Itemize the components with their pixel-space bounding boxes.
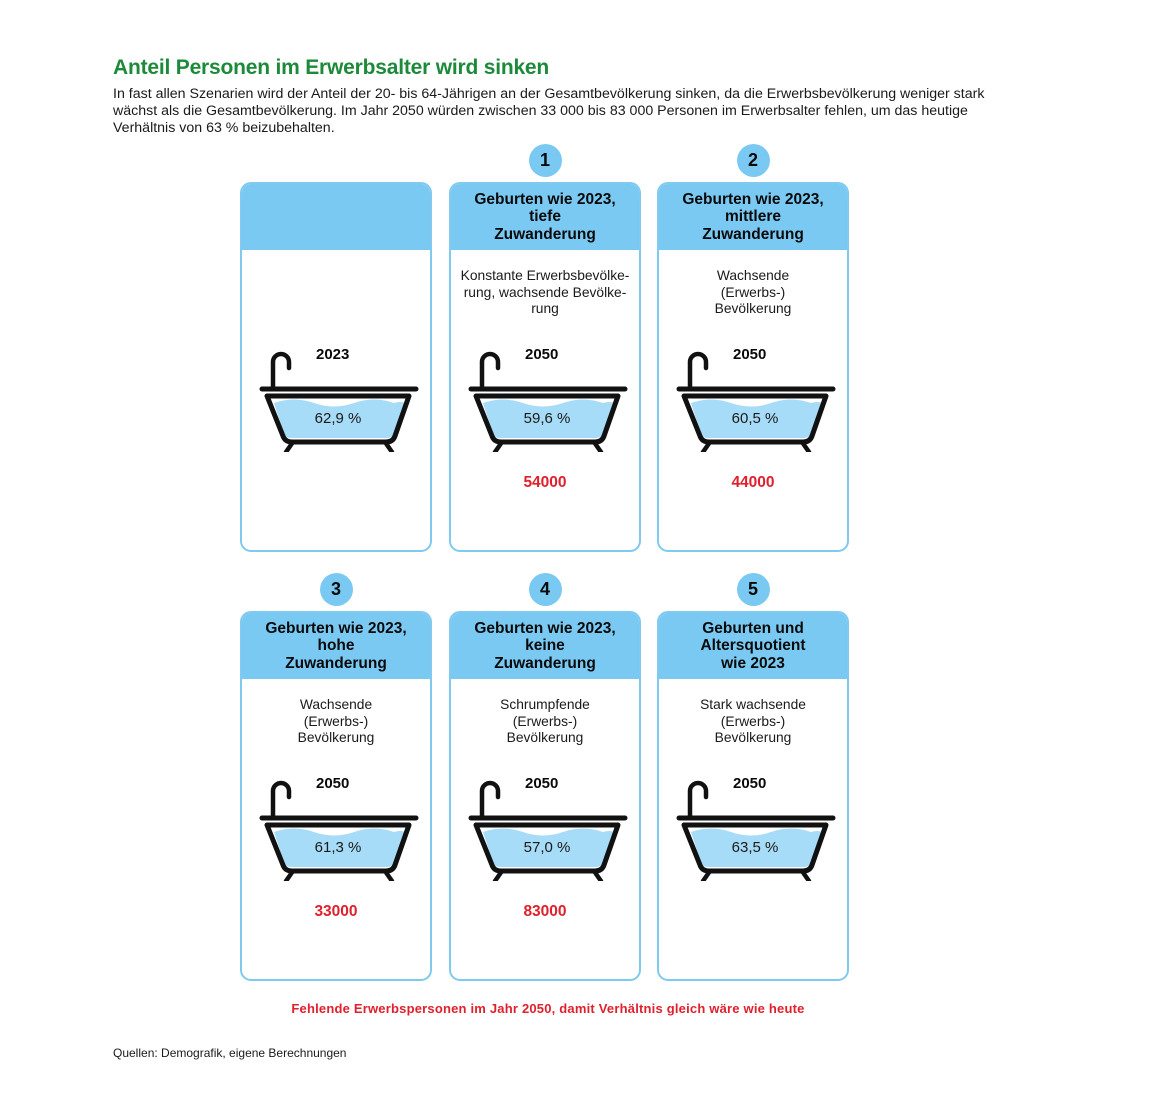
scenario-year: 2050 bbox=[733, 775, 767, 792]
page-title: Anteil Personen im Erwerbsalter wird sinken bbox=[113, 56, 550, 79]
scenario-header: Geburten und Altersquotient wie 2023 bbox=[659, 613, 847, 679]
scenario-card bbox=[449, 182, 641, 552]
bathtub-icon bbox=[468, 777, 628, 881]
scenario-card bbox=[240, 611, 432, 981]
scenario-year: 2050 bbox=[525, 775, 559, 792]
scenario-number-badge: 2 bbox=[737, 144, 770, 177]
scenario-description: Wachsende (Erwerbs-) Bevölkerung bbox=[714, 268, 792, 316]
scenario-description: Stark wachsende (Erwerbs-) Bevölkerung bbox=[700, 697, 806, 745]
intro-text: In fast allen Szenarien wird der Anteil der 20- bis 64-Jährigen an der Gesamtbevölkerung sinken, da die Erwerbsbevölkerung weniger stark wächst als die Gesamtbevölkerung. Im Jahr 2050 würden zwischen 33 000 bis 83 000 Personen im Erwerbsalter fehlen, um das heutige Verhältnis von 63 % beizubehalten. bbox=[113, 86, 985, 136]
scenario-year: 2050 bbox=[733, 346, 767, 363]
scenario-card bbox=[449, 611, 641, 981]
missing-workers-count: 33000 bbox=[314, 903, 358, 920]
scenario-number-badge: 5 bbox=[737, 573, 770, 606]
scenario-header: Geburten wie 2023, mittlere Zuwanderung bbox=[659, 184, 847, 250]
working-age-share: 61,3 % bbox=[314, 839, 362, 856]
bathtub-icon bbox=[676, 348, 836, 452]
scenario-number-badge: 4 bbox=[529, 573, 562, 606]
working-age-share: 59,6 % bbox=[523, 410, 571, 427]
scenario-header: Geburten wie 2023, tiefe Zuwanderung bbox=[451, 184, 639, 250]
scenario-description: Wachsende (Erwerbs-) Bevölkerung bbox=[297, 697, 375, 745]
source-note: Quellen: Demografik, eigene Berechnungen bbox=[113, 1046, 347, 1060]
working-age-share: 57,0 % bbox=[523, 839, 571, 856]
scenario-description: Konstante Erwerbsbevölke- rung, wachsende Bevölke- rung bbox=[460, 268, 630, 316]
scenario-card bbox=[240, 182, 432, 552]
missing-workers-footnote: Fehlende Erwerbspersonen im Jahr 2050, damit Verhältnis gleich wäre wie heute bbox=[291, 1001, 805, 1016]
missing-workers-count: 54000 bbox=[523, 474, 567, 491]
scenario-year: 2050 bbox=[316, 775, 350, 792]
bathtub-icon bbox=[468, 348, 628, 452]
scenario-header bbox=[242, 184, 430, 250]
scenario-description: Schrumpfende (Erwerbs-) Bevölkerung bbox=[500, 697, 590, 745]
bathtub-icon bbox=[259, 777, 419, 881]
bathtub-icon bbox=[676, 777, 836, 881]
working-age-share: 62,9 % bbox=[314, 410, 362, 427]
scenario-card bbox=[657, 611, 849, 981]
scenario-card bbox=[657, 182, 849, 552]
missing-workers-count: 83000 bbox=[523, 903, 567, 920]
scenario-header: Geburten wie 2023, keine Zuwanderung bbox=[451, 613, 639, 679]
scenario-number-badge: 3 bbox=[320, 573, 353, 606]
scenario-year: 2023 bbox=[316, 346, 350, 363]
bathtub-icon bbox=[259, 348, 419, 452]
working-age-share: 63,5 % bbox=[731, 839, 779, 856]
scenario-year: 2050 bbox=[525, 346, 559, 363]
working-age-share: 60,5 % bbox=[731, 410, 779, 427]
missing-workers-count: 44000 bbox=[731, 474, 775, 491]
scenario-number-badge: 1 bbox=[529, 144, 562, 177]
scenario-header: Geburten wie 2023, hohe Zuwanderung bbox=[242, 613, 430, 679]
